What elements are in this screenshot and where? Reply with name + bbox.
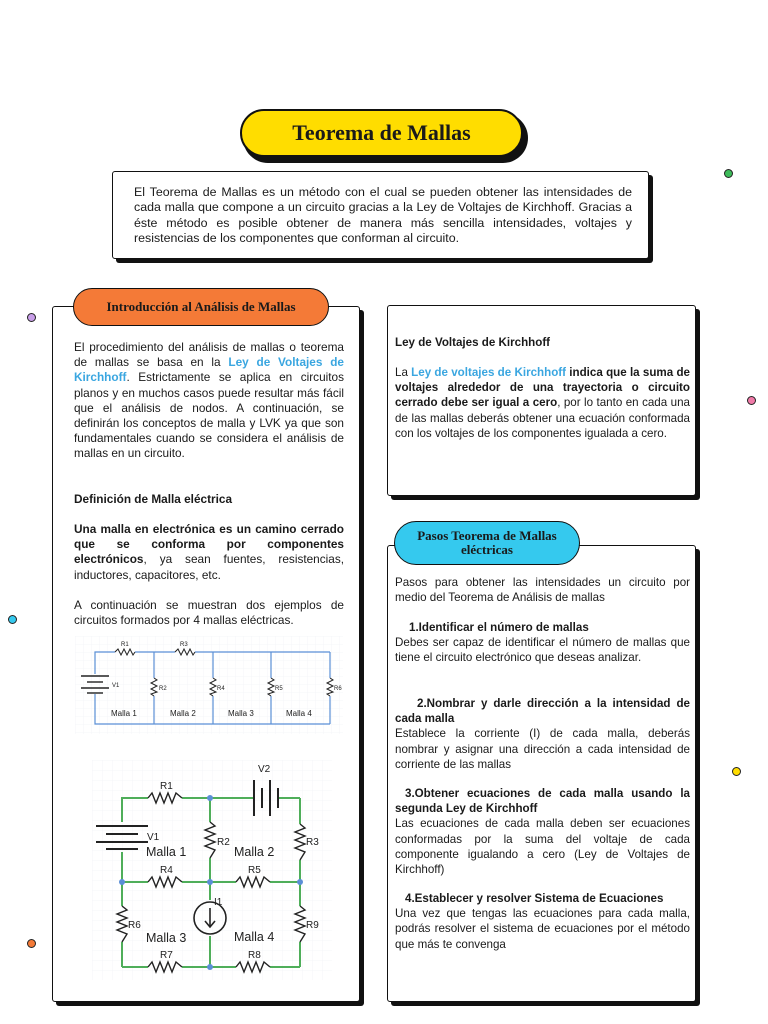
c1-mesh-1: Malla 1 — [111, 709, 137, 718]
c2-mesh-3: Malla 3 — [146, 931, 187, 945]
c1-mesh-3: Malla 3 — [228, 709, 254, 718]
c1-mesh-4: Malla 4 — [286, 709, 312, 718]
c2-r8-label: R8 — [248, 950, 261, 961]
c1-mesh-2: Malla 2 — [170, 709, 196, 718]
examples-paragraph: A continuación se muestran dos ejemplos de circuitos formados por 4 mallas eléctricas. — [74, 598, 344, 628]
mesh-definition-bold: Una malla en electrónica es un camino cerrado que se conforma por componentes electrónicos — [74, 522, 344, 567]
mesh-definition-title: Definición de Malla eléctrica — [74, 492, 233, 506]
c2-mesh-2: Malla 2 — [234, 845, 275, 859]
step-3 — [395, 786, 690, 877]
step-4-text: Una vez que tengas las ecuaciones para cada malla, podrás resolver el sistema de ecuaciones por el método que más te convenga — [395, 907, 690, 951]
c2-r4-label: R4 — [160, 865, 173, 876]
step-1-title: 1.Identificar el número de mallas — [409, 621, 589, 634]
c2-r3-label: R3 — [306, 837, 319, 848]
step-4-title: 4.Establecer y resolver Sistema de Ecuaciones — [405, 892, 664, 905]
mesh-definition-paragraph — [74, 522, 344, 583]
c1-r1-label: R1 — [121, 642, 129, 648]
c2-mesh-1: Malla 1 — [146, 845, 187, 859]
decor-dot-yellow — [732, 767, 741, 776]
step-2-title: 2.Nombrar y darle dirección a la intensidad de cada malla — [395, 697, 690, 726]
step-2 — [395, 696, 690, 772]
kirchhoff-link[interactable]: Ley de Voltajes de Kirchhoff — [74, 355, 344, 385]
steps-heading: Pasos Teorema de Mallas eléctricas — [394, 521, 580, 565]
c1-v1-label: V1 — [112, 683, 120, 689]
c2-r2-label: R2 — [217, 837, 230, 848]
analysis-text-b: . Estrictamente se aplica en circuitos planos y en muchos casos puede resultar más fácil que el análisis de nodos. A continuación, se definirán los conceptos de malla y LVK ya que son fundamentales cuando se considera el análisis de mallas en un circuito. — [74, 370, 344, 461]
c2-v1-label: V1 — [147, 832, 160, 843]
kirchhoff-bold: indica que la suma de voltajes alrededor de una trayectoria o circuito cerrado debe ser igual a cero — [395, 366, 690, 410]
kirchhoff-law-link[interactable]: Ley de voltajes de Kirchhoff — [411, 366, 567, 379]
decor-dot-orange — [27, 939, 36, 948]
steps-intro: Pasos para obtener las intensidades un circuito por medio del Teorema de Análisis de mallas — [395, 576, 690, 605]
step-1-text: Debes ser capaz de identificar el número de mallas que tiene el circuito electrónico que deseas analizar. — [395, 636, 690, 665]
c1-r2-label: R2 — [159, 686, 167, 692]
c1-r3-label: R3 — [180, 642, 188, 648]
circuit-diagram-1 — [75, 636, 343, 734]
decor-dot-green — [724, 169, 733, 178]
step-1 — [395, 620, 690, 666]
c1-r6-label: R6 — [334, 686, 342, 692]
c2-mesh-4: Malla 4 — [234, 930, 275, 944]
analysis-text-a: El procedimiento del análisis de mallas o teorema de mallas se basa en la — [74, 340, 344, 370]
intro-analysis-heading: Introducción al Análisis de Mallas — [73, 288, 329, 326]
step-4 — [395, 891, 690, 952]
mesh-definition-rest: , ya sean fuentes, resistencias, inductores, capacitores, etc. — [74, 552, 344, 582]
c2-r1-label: R1 — [160, 781, 173, 792]
analysis-paragraph — [74, 340, 344, 462]
kirchhoff-rest: , por lo tanto en cada una de las mallas deberás obtener una ecuación conformada con los voltajes de los componentes igualada a cero. — [395, 396, 690, 440]
step-3-text: Las ecuaciones de cada malla deben ser ecuaciones conformadas por la suma del voltaje de cada componente igualando a cero (Ley de Voltajes de Kirchhoff) — [395, 817, 690, 877]
c1-r4-label: R4 — [217, 686, 225, 692]
intro-text: El Teorema de Mallas es un método con el cual se pueden obtener las intensidades de cada malla que compone a un circuito gracias a la Ley de Voltajes de Kirchhoff. Gracias a éste método es posible obtener de manera más sencilla intensidades, voltajes y resistencias de los componentes que conforman al circuito. — [134, 185, 632, 245]
decor-dot-purple — [27, 313, 36, 322]
decor-dot-cyan — [8, 615, 17, 624]
step-2-text: Establece la corriente (I) de cada malla, deberás nombrar y asignar una dirección a cada intensidad de corriente de las mallas — [395, 727, 690, 771]
c2-r5-label: R5 — [248, 865, 261, 876]
kirchhoff-title: Ley de Voltajes de Kirchhoff — [395, 336, 551, 349]
c1-r5-label: R5 — [275, 686, 283, 692]
c2-i1-label: I1 — [214, 897, 223, 908]
c2-r6-label: R6 — [128, 920, 141, 931]
circuit-diagram-2 — [92, 760, 332, 980]
c2-r9-label: R9 — [306, 920, 319, 931]
kirchhoff-text-a: La — [395, 366, 412, 379]
decor-dot-pink — [747, 396, 756, 405]
kirchhoff-paragraph — [395, 365, 690, 441]
c2-v2-label: V2 — [258, 764, 271, 775]
step-3-title: 3.Obtener ecuaciones de cada malla usando la segunda Ley de Kirchhoff — [395, 787, 690, 816]
c2-r7-label: R7 — [160, 950, 173, 961]
page-title: Teorema de Mallas — [240, 109, 523, 157]
